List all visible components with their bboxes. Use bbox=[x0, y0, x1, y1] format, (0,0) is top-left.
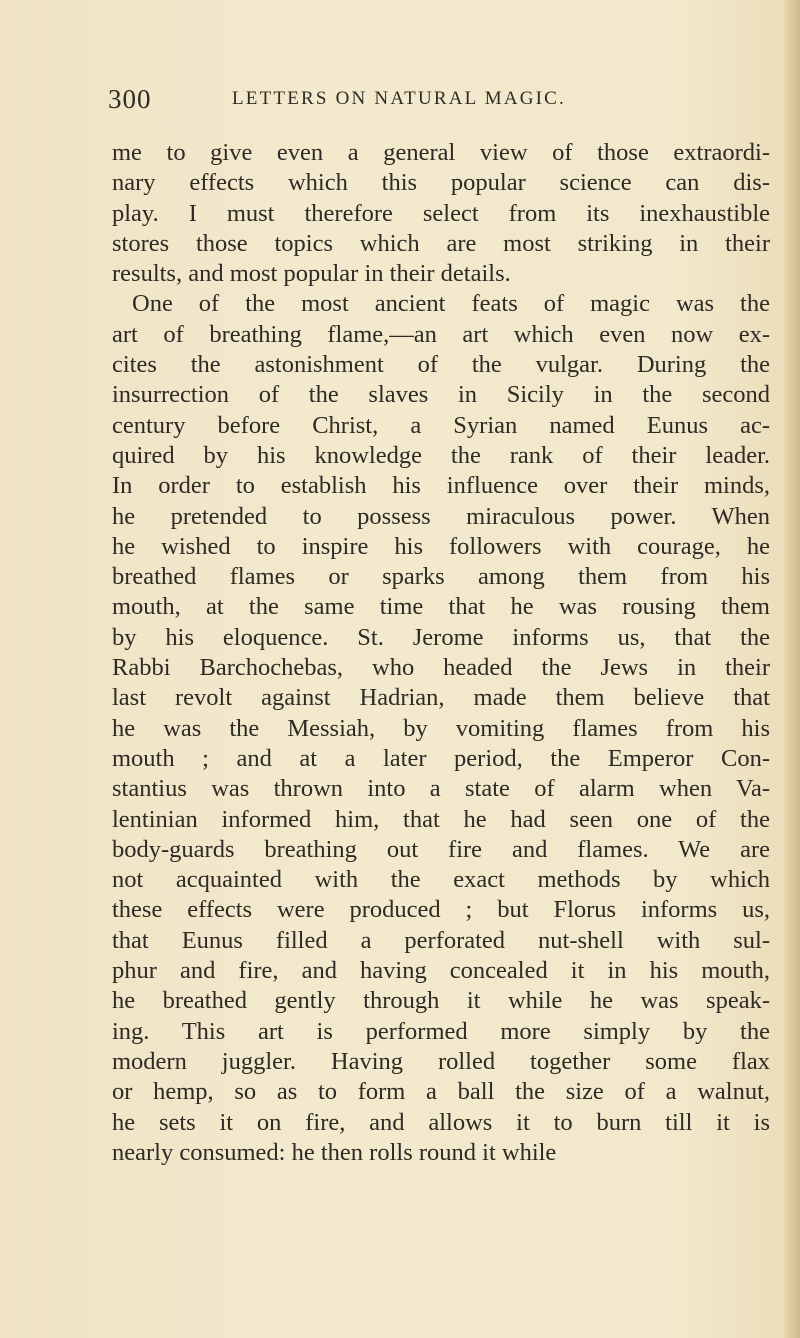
text-line: he sets it on fire, and allows it to burn till it is bbox=[112, 1108, 770, 1136]
text-line: or hemp, so as to form a ball the size of a walnut, bbox=[112, 1078, 770, 1106]
text-line: me to give even a general view of those extraordi- bbox=[112, 139, 770, 166]
text-line: Rabbi Barchochebas, who headed the Jews in their bbox=[112, 654, 770, 682]
text-line: he pretended to possess miraculous power. When bbox=[112, 502, 770, 530]
text-line: mouth ; and at a later period, the Emperor Con- bbox=[112, 744, 770, 772]
page-edge bbox=[784, 0, 800, 1338]
text-line: insurrection of the slaves in Sicily in the second bbox=[112, 381, 770, 409]
text-line: ing. This art is performed more simply by the bbox=[112, 1017, 770, 1045]
text-line: nearly consumed: he then rolls round it while bbox=[112, 1138, 557, 1166]
text-line: he was the Messiah, by vomiting flames from his bbox=[112, 714, 770, 742]
text-line: these effects were produced ; but Florus informs us, bbox=[112, 896, 770, 924]
text-line: cites the astonishment of the vulgar. During the bbox=[112, 351, 770, 379]
text-line: modern juggler. Having rolled together some flax bbox=[112, 1047, 770, 1075]
text-line: century before Christ, a Syrian named Eunus ac- bbox=[112, 411, 770, 439]
text-line: art of breathing flame,—an art which even now ex- bbox=[112, 320, 770, 348]
text-line: In order to establish his influence over their minds, bbox=[112, 472, 770, 500]
text-line: lentinian informed him, that he had seen one of the bbox=[112, 805, 770, 833]
text-line: One of the most ancient feats of magic was the bbox=[132, 290, 770, 318]
text-line: last revolt against Hadrian, made them believe that bbox=[112, 684, 770, 712]
text-line: results, and most popular in their details. bbox=[112, 260, 511, 288]
text-line: body-guards breathing out fire and flames. We are bbox=[112, 835, 770, 863]
text-line: mouth, at the same time that he was rousing them bbox=[112, 593, 770, 621]
running-head bbox=[108, 84, 758, 116]
text-line: stantius was thrown into a state of alarm when Va- bbox=[112, 775, 770, 803]
text-line: breathed flames or sparks among them from his bbox=[112, 563, 770, 591]
text-line: that Eunus filled a perforated nut-shell with sul- bbox=[112, 926, 770, 954]
text-line: stores those topics which are most striking in their bbox=[112, 229, 770, 257]
text-line: phur and fire, and having concealed it in his mouth, bbox=[112, 957, 770, 985]
text-line: by his eloquence. St. Jerome informs us, that the bbox=[112, 623, 770, 651]
text-line: play. I must therefore select from its inexhaustible bbox=[112, 199, 770, 227]
text-line: nary effects which this popular science can dis- bbox=[112, 169, 770, 197]
running-title: LETTERS ON NATURAL MAGIC. bbox=[232, 88, 567, 109]
page-number: 300 bbox=[108, 84, 152, 114]
text-line: quired by his knowledge the rank of their leader. bbox=[112, 441, 770, 469]
body-text bbox=[112, 138, 770, 1168]
text-line: not acquainted with the exact methods by which bbox=[112, 866, 770, 894]
text-line: he wished to inspire his followers with courage, he bbox=[112, 532, 770, 560]
text-line: he breathed gently through it while he was speak- bbox=[112, 987, 770, 1015]
